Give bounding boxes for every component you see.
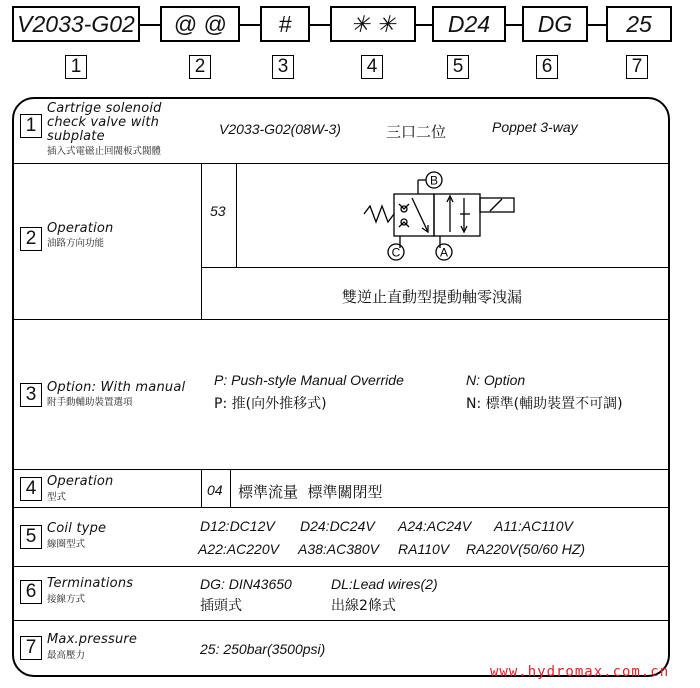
coil-option: D12:DC12V <box>200 518 275 534</box>
code-manual: # <box>278 10 292 37</box>
separator-dash <box>140 24 160 26</box>
row5-sublabel: 線圈型式 <box>47 539 86 550</box>
row-number-2: 2 <box>20 227 42 251</box>
separator-dash <box>506 24 522 26</box>
coil-option: RA220V(50/60 HZ) <box>466 541 586 557</box>
row3-p-en: P: Push-style Manual Override <box>214 372 404 388</box>
row3-p-cn: P: 推(向外推移式) <box>214 396 327 412</box>
code-number-5: 5 <box>447 55 469 79</box>
row3-n-en: N: Option <box>466 372 526 388</box>
code-box-model <box>12 6 140 42</box>
row4-divider <box>201 469 202 507</box>
row-number-4: 4 <box>20 477 42 501</box>
row-divider <box>14 566 668 567</box>
row1-model: V2033-G02(08W-3) <box>219 121 341 137</box>
code-number-3: 3 <box>272 55 294 79</box>
row1-sublabel: 插入式電磁止回閥板式閥體 <box>47 146 162 157</box>
row6-dg-en: DG: DIN43650 <box>200 576 292 592</box>
port-a-label: A <box>439 245 449 260</box>
code-number-2: 2 <box>189 55 211 79</box>
row4-divider <box>230 469 231 507</box>
separator-dash <box>240 24 260 26</box>
separator-dash <box>588 24 606 26</box>
coil-option: A22:AC220V <box>198 541 279 557</box>
row7-value: 25: 250bar(3500psi) <box>200 641 326 657</box>
separator-dash <box>416 24 432 26</box>
row4-code: 04 <box>207 482 223 498</box>
row2-label: Operation <box>47 221 114 236</box>
row3-sublabel: 附手動輔助裝置選項 <box>47 397 133 408</box>
coil-option: D24:DC24V <box>300 518 375 534</box>
row-number-7: 7 <box>20 636 42 660</box>
row2-code: 53 <box>210 203 226 219</box>
coil-option: A11:AC110V <box>494 518 573 534</box>
port-b-label: B <box>429 173 439 188</box>
row2-sublabel: 油路方向功能 <box>47 238 105 249</box>
row2-divider <box>236 163 237 267</box>
code-option: @ @ <box>173 10 227 37</box>
port-c-label: C <box>391 245 401 260</box>
code-number-4: 4 <box>361 55 383 79</box>
row-number-1: 1 <box>20 114 42 138</box>
row1-type-cn: 三口二位 <box>386 123 447 141</box>
row-divider <box>14 319 668 320</box>
code-box-manual <box>260 6 310 42</box>
coil-option: A24:AC24V <box>398 518 472 534</box>
code-number-7: 7 <box>626 55 648 79</box>
code-coil: D24 <box>447 10 491 37</box>
code-pressure: 25 <box>626 10 652 37</box>
row2-description: 雙逆止直動型提動軸零洩漏 <box>342 288 523 306</box>
row-divider <box>14 163 668 164</box>
code-box-operation <box>330 6 416 42</box>
row6-dl-cn: 出線2條式 <box>331 598 396 614</box>
row1-label-line2: check valve with <box>47 115 160 130</box>
code-operation: ✳ ✳ <box>350 10 396 37</box>
code-termination: DG <box>537 10 573 37</box>
row-number-3: 3 <box>20 383 42 407</box>
row1-label-line1: Cartrige solenoid <box>47 101 162 116</box>
row7-label: Max.pressure <box>47 632 138 647</box>
row3-n-cn: N: 標準(輔助裝置不可調) <box>466 396 623 412</box>
row-divider <box>14 620 668 621</box>
code-box-coil <box>432 6 506 42</box>
row6-label: Terminations <box>47 576 134 591</box>
row3-label: Option: With manual <box>47 380 186 395</box>
row-number-6: 6 <box>20 580 42 604</box>
code-box-pressure <box>606 6 672 42</box>
row-divider <box>14 469 668 470</box>
row-number-5: 5 <box>20 525 42 549</box>
row6-dg-cn: 插頭式 <box>200 598 242 614</box>
separator-dash <box>310 24 330 26</box>
code-number-1: 1 <box>65 55 87 79</box>
row1-type-en: Poppet 3-way <box>492 119 578 135</box>
row4-sublabel: 型式 <box>47 492 67 503</box>
code-box-option <box>160 6 240 42</box>
row7-sublabel: 最高壓力 <box>47 650 86 661</box>
row4-label: Operation <box>47 474 114 489</box>
coil-option: A38:AC380V <box>298 541 379 557</box>
row5-label: Coil type <box>47 521 107 536</box>
code-number-6: 6 <box>536 55 558 79</box>
row4-description: 標準流量 標準關閉型 <box>238 483 383 501</box>
coil-option: RA110V <box>398 541 450 557</box>
row-divider <box>14 507 668 508</box>
row6-sublabel: 接線方式 <box>47 594 86 605</box>
row2-divider <box>201 267 668 268</box>
code-model: V2033-G02 <box>17 10 135 37</box>
row1-label-line3: subplate <box>47 129 105 144</box>
watermark: www.hydromax.com.cn <box>490 664 670 680</box>
row6-dl-en: DL:Lead wires(2) <box>331 576 438 592</box>
code-box-termination <box>522 6 588 42</box>
valve-symbol-icon <box>360 168 540 264</box>
row2-divider <box>201 163 202 319</box>
